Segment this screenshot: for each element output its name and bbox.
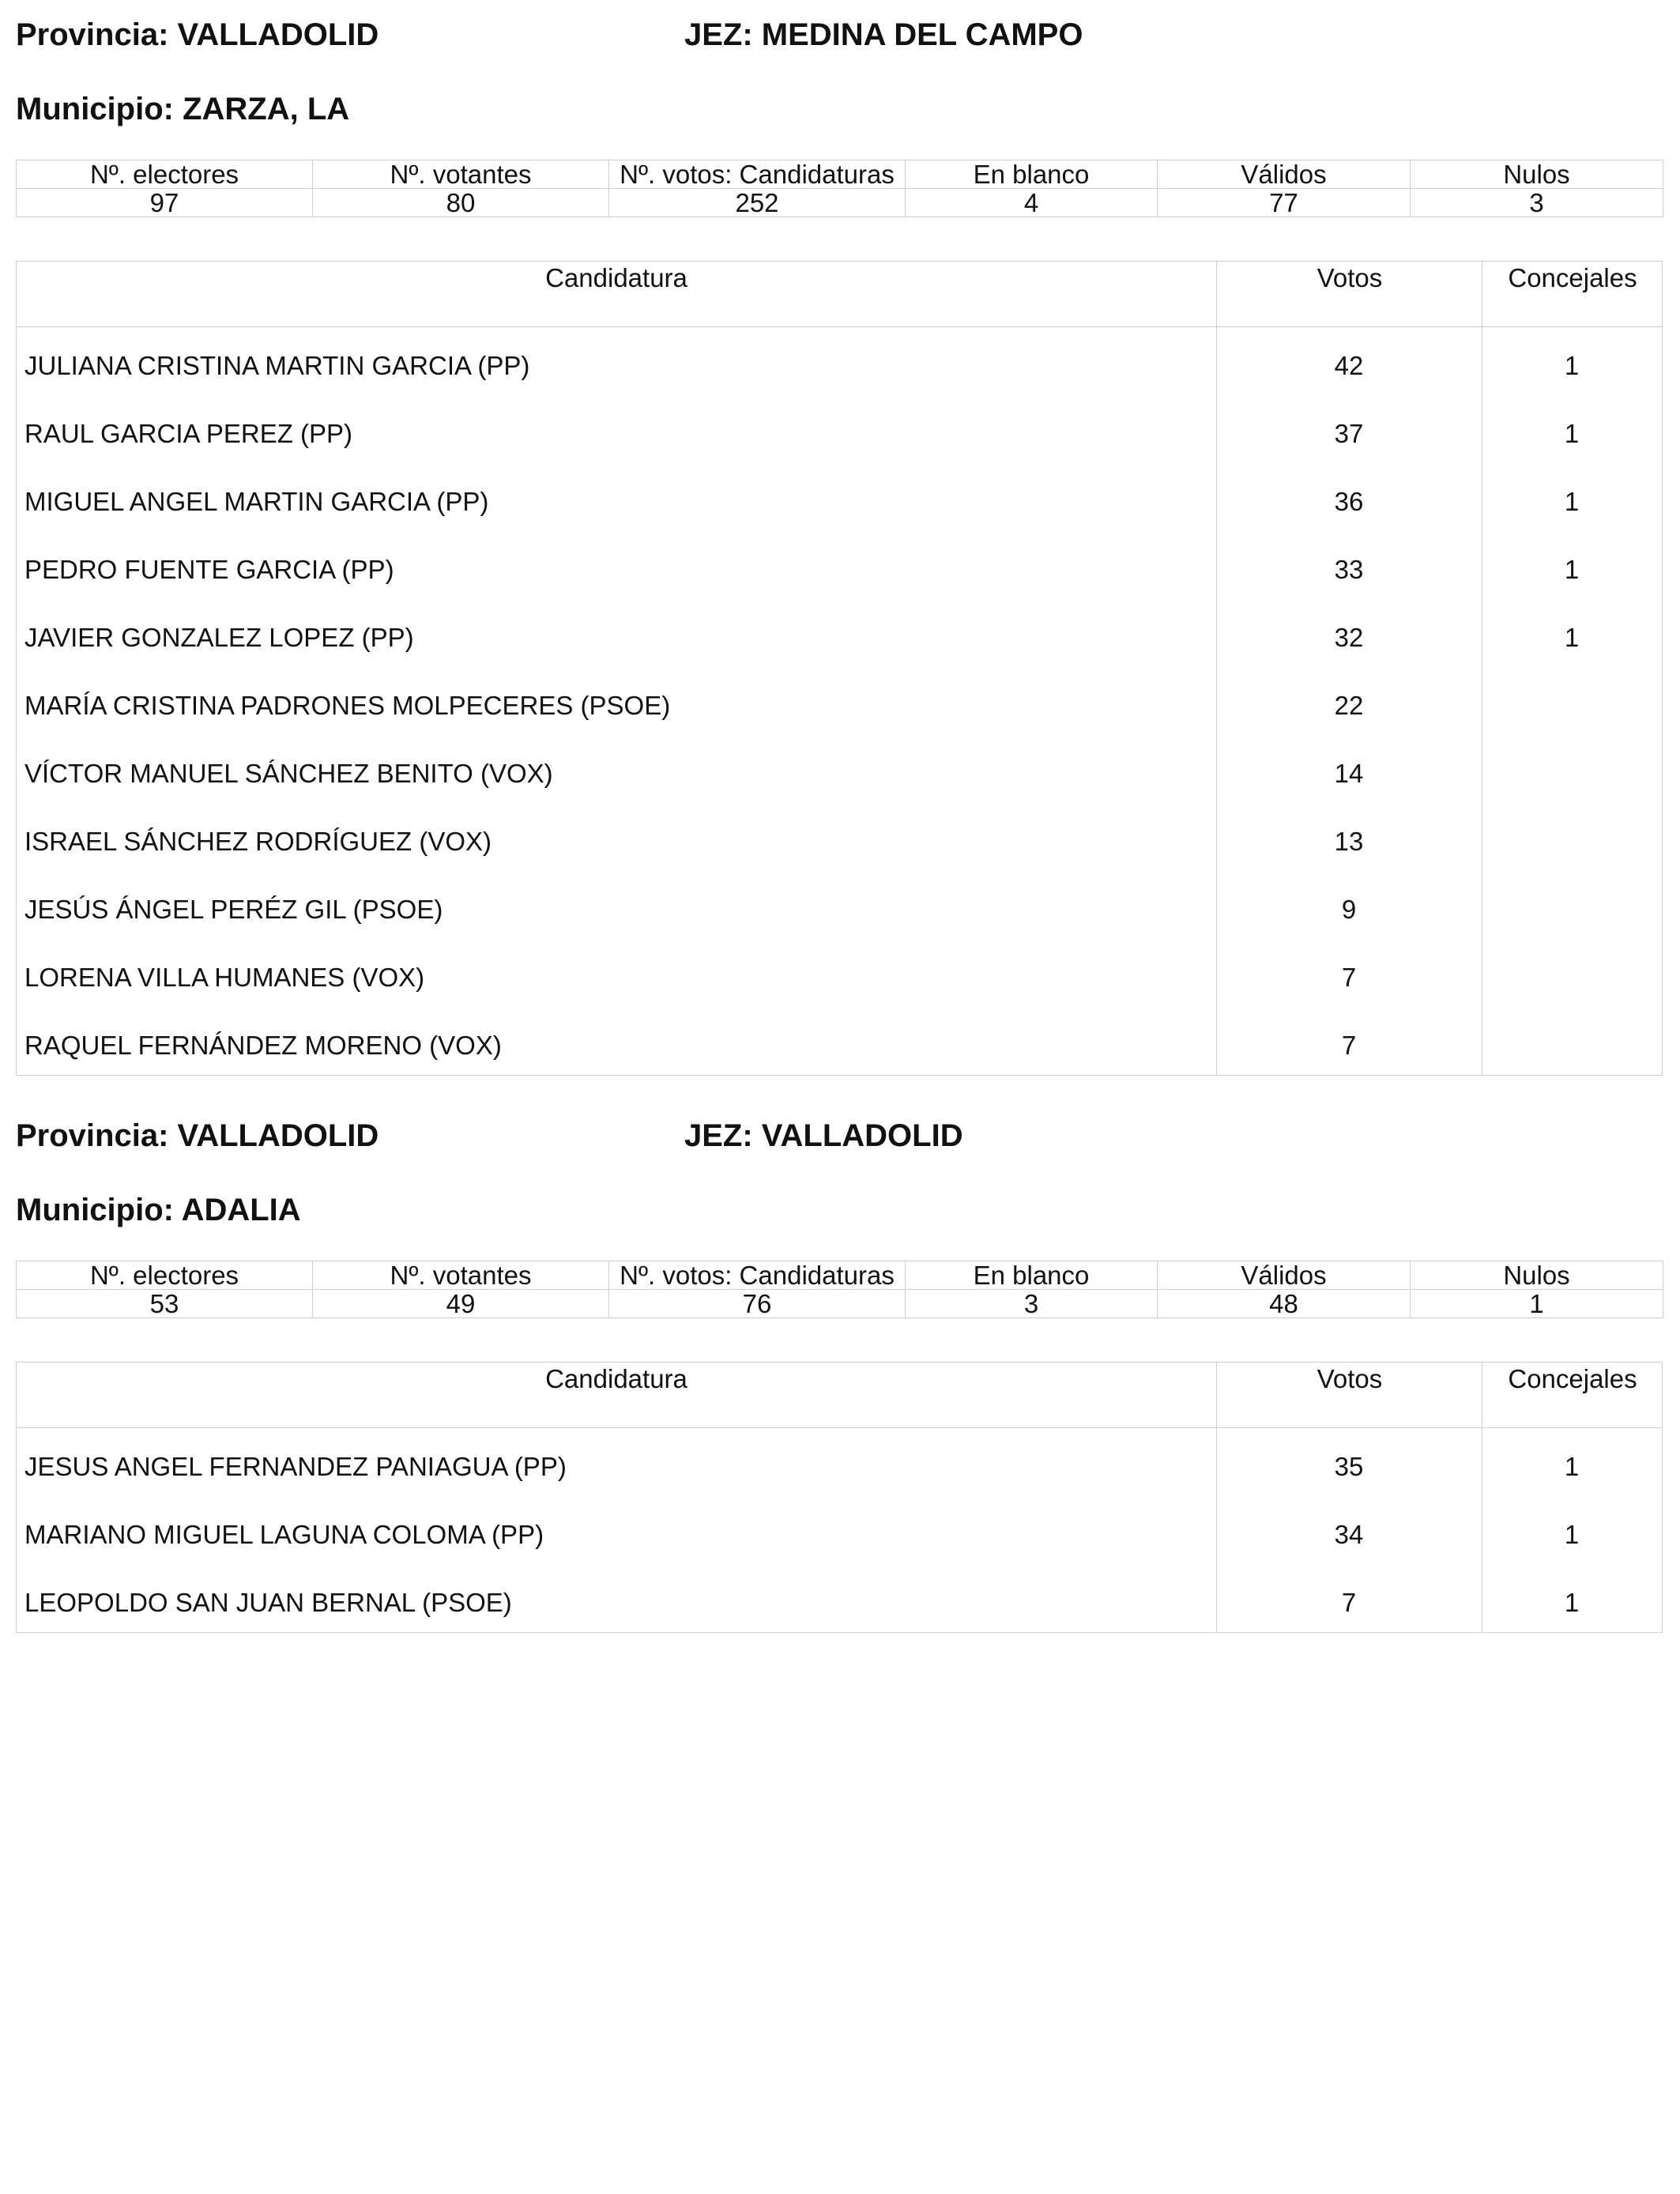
candidate-name: JESUS ANGEL FERNANDEZ PANIAGUA (PP) xyxy=(24,1452,567,1481)
candidate-votos: 9 xyxy=(1341,895,1357,924)
candidate-votos: 36 xyxy=(1334,487,1364,516)
stat-header-en-blanco: En blanco xyxy=(906,160,1158,189)
stat-value-electores: 97 xyxy=(17,189,313,217)
candidatura-header-row xyxy=(17,262,1662,327)
candidate-concejales: 1 xyxy=(1564,419,1580,448)
candidate-concejales: 1 xyxy=(1564,1588,1580,1617)
candidate-votos: 7 xyxy=(1341,1588,1357,1617)
stats-value-row xyxy=(17,1290,1663,1318)
table-row xyxy=(17,1496,1662,1564)
candidate-concejales: 1 xyxy=(1564,487,1580,516)
candidate-name: JAVIER GONZALEZ LOPEZ (PP) xyxy=(24,623,414,652)
header-candidatura: Candidatura xyxy=(545,263,687,292)
candidate-name: LORENA VILLA HUMANES (VOX) xyxy=(24,963,425,992)
candidate-name: RAUL GARCIA PEREZ (PP) xyxy=(24,419,353,448)
jez-label: JEZ: VALLADOLID xyxy=(684,1118,963,1153)
candidatura-table xyxy=(16,261,1663,1076)
stat-value-votantes: 49 xyxy=(313,1290,609,1318)
candidate-votos: 7 xyxy=(1341,1031,1357,1060)
stats-header-row xyxy=(17,1261,1663,1290)
stat-value-validos: 77 xyxy=(1158,189,1411,217)
candidate-name: RAQUEL FERNÁNDEZ MORENO (VOX) xyxy=(24,1031,502,1060)
table-row xyxy=(17,667,1662,735)
stat-value-votos-candidaturas: 252 xyxy=(609,189,906,217)
candidate-concejales: 1 xyxy=(1564,623,1580,652)
stat-value-nulos: 1 xyxy=(1411,1290,1663,1318)
provincia-jez-header xyxy=(16,1117,963,1155)
candidate-concejales: 1 xyxy=(1564,1452,1580,1481)
table-row xyxy=(17,599,1662,667)
candidate-votos: 13 xyxy=(1334,827,1364,856)
candidate-votos: 33 xyxy=(1334,555,1364,584)
municipio-label: Municipio: ZARZA, LA xyxy=(16,92,350,126)
header-votos: Votos xyxy=(1216,262,1482,326)
candidate-concejales: 1 xyxy=(1564,351,1580,380)
table-row xyxy=(17,1428,1662,1496)
stat-header-electores: Nº. electores xyxy=(17,160,313,189)
stat-value-validos: 48 xyxy=(1158,1290,1411,1318)
candidatura-body xyxy=(17,327,1662,1075)
stat-header-nulos: Nulos xyxy=(1411,160,1663,189)
candidate-name: MARIANO MIGUEL LAGUNA COLOMA (PP) xyxy=(24,1520,544,1549)
provincia-label: Provincia: VALLADOLID xyxy=(16,1118,379,1153)
candidatura-table xyxy=(16,1362,1663,1633)
stat-header-electores: Nº. electores xyxy=(17,1261,313,1290)
stat-value-en-blanco: 3 xyxy=(906,1290,1158,1318)
table-row xyxy=(17,735,1662,803)
candidate-votos: 14 xyxy=(1334,759,1364,788)
table-row xyxy=(17,395,1662,463)
header-concejales: Concejales xyxy=(1482,262,1663,326)
stat-value-electores: 53 xyxy=(17,1290,313,1318)
stat-header-validos: Válidos xyxy=(1158,1261,1411,1290)
table-row xyxy=(17,1564,1662,1632)
candidate-name: VÍCTOR MANUEL SÁNCHEZ BENITO (VOX) xyxy=(24,759,553,788)
candidatura-body xyxy=(17,1428,1662,1632)
candidate-concejales: 1 xyxy=(1564,1520,1580,1549)
table-row xyxy=(17,939,1662,1007)
provincia-label: Provincia: VALLADOLID xyxy=(16,17,379,52)
candidate-votos: 22 xyxy=(1334,691,1364,720)
stats-table xyxy=(16,1261,1663,1318)
stat-value-votos-candidaturas: 76 xyxy=(609,1290,906,1318)
table-row xyxy=(17,463,1662,531)
table-row xyxy=(17,327,1662,395)
candidate-name: LEOPOLDO SAN JUAN BERNAL (PSOE) xyxy=(24,1588,512,1617)
stat-header-validos: Válidos xyxy=(1158,160,1411,189)
candidate-name: MIGUEL ANGEL MARTIN GARCIA (PP) xyxy=(24,487,489,516)
header-candidatura: Candidatura xyxy=(545,1364,687,1393)
candidate-concejales: 1 xyxy=(1564,555,1580,584)
stat-value-votantes: 80 xyxy=(313,189,609,217)
header-votos: Votos xyxy=(1216,1363,1482,1427)
candidate-votos: 37 xyxy=(1334,419,1364,448)
stats-table xyxy=(16,160,1663,217)
stat-header-votos-candidaturas: Nº. votos: Candidaturas xyxy=(609,160,906,189)
stat-header-en-blanco: En blanco xyxy=(906,1261,1158,1290)
header-concejales: Concejales xyxy=(1482,1363,1663,1427)
table-row xyxy=(17,531,1662,599)
candidate-name: PEDRO FUENTE GARCIA (PP) xyxy=(24,555,394,584)
stat-header-votantes: Nº. votantes xyxy=(313,1261,609,1290)
stat-header-nulos: Nulos xyxy=(1411,1261,1663,1290)
stat-header-votos-candidaturas: Nº. votos: Candidaturas xyxy=(609,1261,906,1290)
table-row xyxy=(17,803,1662,871)
candidate-name: MARÍA CRISTINA PADRONES MOLPECERES (PSOE) xyxy=(24,691,671,720)
candidate-name: ISRAEL SÁNCHEZ RODRÍGUEZ (VOX) xyxy=(24,827,492,856)
stat-value-en-blanco: 4 xyxy=(906,189,1158,217)
municipio-label: Municipio: ADALIA xyxy=(16,1193,301,1227)
candidate-votos: 42 xyxy=(1334,351,1364,380)
jez-label: JEZ: MEDINA DEL CAMPO xyxy=(684,17,1083,52)
candidate-votos: 7 xyxy=(1341,963,1357,992)
stat-value-nulos: 3 xyxy=(1411,189,1663,217)
table-row xyxy=(17,871,1662,939)
stat-header-votantes: Nº. votantes xyxy=(313,160,609,189)
candidate-name: JULIANA CRISTINA MARTIN GARCIA (PP) xyxy=(24,351,530,380)
stats-value-row xyxy=(17,189,1663,217)
candidate-votos: 32 xyxy=(1334,623,1364,652)
candidate-name: JESÚS ÁNGEL PERÉZ GIL (PSOE) xyxy=(24,895,443,924)
table-row xyxy=(17,1007,1662,1075)
provincia-jez-header xyxy=(16,16,1083,54)
candidate-votos: 35 xyxy=(1334,1452,1364,1481)
candidatura-header-row xyxy=(17,1363,1662,1428)
stats-header-row xyxy=(17,160,1663,189)
candidate-votos: 34 xyxy=(1334,1520,1364,1549)
